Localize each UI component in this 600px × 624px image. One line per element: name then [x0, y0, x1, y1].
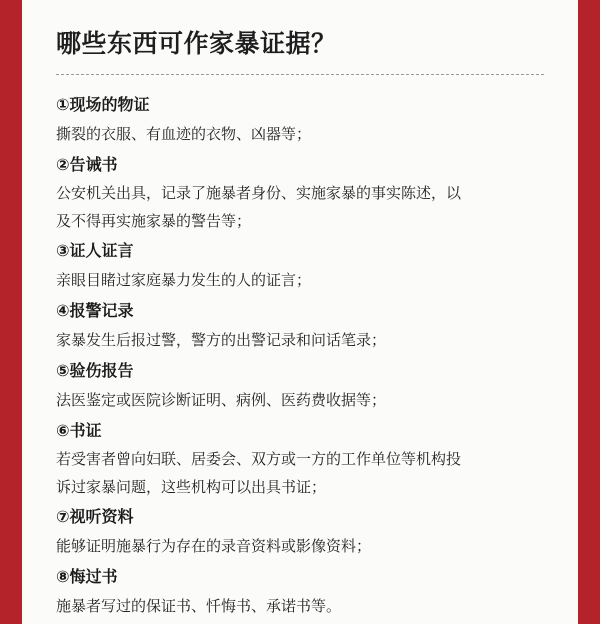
item-body-line: 若受害者曾向妇联、居委会、双方或一方的工作单位等机构投	[56, 450, 462, 468]
item-heading-witness-testimony: ③证人证言	[56, 241, 134, 260]
item-body-physical-evidence: 撕裂的衣服、有血迹的衣物、凶器等；	[56, 125, 312, 143]
item-heading-physical-evidence: ①现场的物证	[56, 95, 150, 114]
item-heading-documentary-evidence: ⑥书证	[56, 421, 102, 440]
item-body-repentance-letter: 施暴者写过的保证书、忏悔书、承诺书等。	[56, 597, 342, 615]
item-body-injury-report: 法医鉴定或医院诊断证明、病例、医药费收据等；	[56, 391, 387, 409]
item-heading-warning-letter: ②告诫书	[56, 155, 118, 174]
item-body-police-record: 家暴发生后报过警，警方的出警记录和问话笔录；	[56, 331, 387, 349]
item-heading-injury-report: ⑤验伤报告	[56, 361, 134, 380]
document-card	[22, 0, 578, 624]
item-heading-repentance-letter: ⑧悔过书	[56, 567, 118, 586]
item-body-line: 公安机关出具，记录了施暴者身份、实施家暴的事实陈述，以	[56, 184, 462, 202]
evidence-list	[56, 91, 556, 623]
dashed-divider	[56, 74, 544, 75]
page-title: 哪些东西可作家暴证据？	[56, 29, 337, 58]
item-body-audiovisual: 能够证明施暴行为存在的录音资料或影像资料；	[56, 537, 372, 555]
item-body-warning-letter	[56, 179, 534, 235]
item-body-witness-testimony: 亲眼目睹过家庭暴力发生的人的证言；	[56, 271, 312, 289]
item-body-line: 及不得再实施家暴的警告等；	[56, 212, 252, 230]
item-heading-audiovisual: ⑦视听资料	[56, 507, 134, 526]
item-heading-police-record: ④报警记录	[56, 301, 134, 320]
item-body-line: 诉过家暴问题，这些机构可以出具书证；	[56, 478, 327, 496]
item-body-documentary-evidence	[56, 445, 534, 501]
